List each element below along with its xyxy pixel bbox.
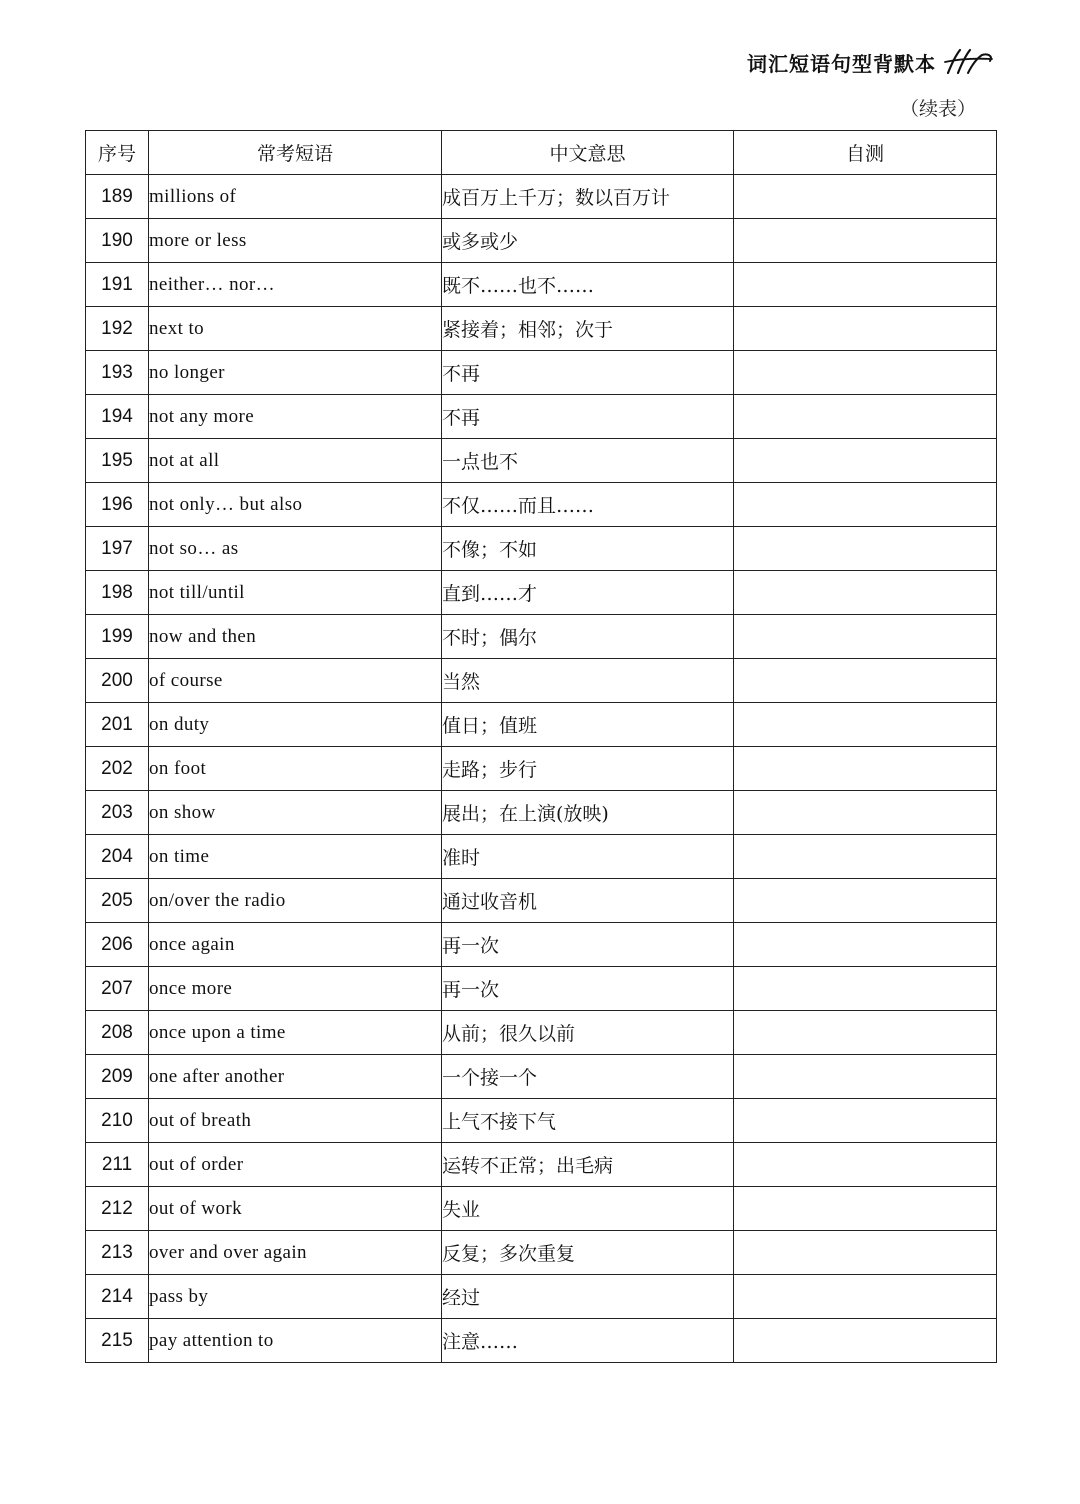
row-self-test-cell[interactable] bbox=[734, 967, 997, 1011]
row-self-test-cell[interactable] bbox=[734, 307, 997, 351]
row-number: 199 bbox=[86, 615, 149, 659]
row-phrase: next to bbox=[149, 307, 442, 351]
row-phrase: one after another bbox=[149, 1055, 442, 1099]
row-phrase: out of breath bbox=[149, 1099, 442, 1143]
row-number: 197 bbox=[86, 527, 149, 571]
row-self-test-cell[interactable] bbox=[734, 219, 997, 263]
table-row bbox=[86, 967, 997, 1011]
row-meaning: 不再 bbox=[442, 351, 734, 395]
row-number: 191 bbox=[86, 263, 149, 307]
row-self-test-cell[interactable] bbox=[734, 175, 997, 219]
table-row bbox=[86, 923, 997, 967]
row-phrase: millions of bbox=[149, 175, 442, 219]
row-phrase: pay attention to bbox=[149, 1319, 442, 1363]
row-phrase: out of order bbox=[149, 1143, 442, 1187]
row-self-test-cell[interactable] bbox=[734, 1187, 997, 1231]
row-number: 194 bbox=[86, 395, 149, 439]
row-meaning: 注意…… bbox=[442, 1319, 734, 1363]
row-phrase: once again bbox=[149, 923, 442, 967]
row-self-test-cell[interactable] bbox=[734, 659, 997, 703]
table-row bbox=[86, 747, 997, 791]
row-phrase: not so… as bbox=[149, 527, 442, 571]
row-phrase: on foot bbox=[149, 747, 442, 791]
row-number: 190 bbox=[86, 219, 149, 263]
row-phrase: not till/until bbox=[149, 571, 442, 615]
row-self-test-cell[interactable] bbox=[734, 263, 997, 307]
row-self-test-cell[interactable] bbox=[734, 923, 997, 967]
row-self-test-cell[interactable] bbox=[734, 1231, 997, 1275]
row-self-test-cell[interactable] bbox=[734, 395, 997, 439]
row-phrase: on duty bbox=[149, 703, 442, 747]
table-row bbox=[86, 879, 997, 923]
row-number: 192 bbox=[86, 307, 149, 351]
row-meaning: 当然 bbox=[442, 659, 734, 703]
row-meaning: 运转不正常；出毛病 bbox=[442, 1143, 734, 1187]
row-meaning: 不仅……而且…… bbox=[442, 483, 734, 527]
row-number: 207 bbox=[86, 967, 149, 1011]
row-meaning: 一个接一个 bbox=[442, 1055, 734, 1099]
row-meaning: 紧接着；相邻；次于 bbox=[442, 307, 734, 351]
row-phrase: of course bbox=[149, 659, 442, 703]
row-number: 198 bbox=[86, 571, 149, 615]
row-number: 209 bbox=[86, 1055, 149, 1099]
row-number: 193 bbox=[86, 351, 149, 395]
table-row bbox=[86, 571, 997, 615]
row-meaning: 不像；不如 bbox=[442, 527, 734, 571]
table-row bbox=[86, 703, 997, 747]
table-row bbox=[86, 659, 997, 703]
row-meaning: 再一次 bbox=[442, 923, 734, 967]
row-meaning: 不时；偶尔 bbox=[442, 615, 734, 659]
row-number: 196 bbox=[86, 483, 149, 527]
row-number: 213 bbox=[86, 1231, 149, 1275]
row-number: 195 bbox=[86, 439, 149, 483]
table-row bbox=[86, 307, 997, 351]
table-row bbox=[86, 835, 997, 879]
row-phrase: neither… nor… bbox=[149, 263, 442, 307]
row-phrase: not at all bbox=[149, 439, 442, 483]
row-meaning: 成百万上千万；数以百万计 bbox=[442, 175, 734, 219]
row-number: 208 bbox=[86, 1011, 149, 1055]
ht-logo-icon bbox=[942, 47, 996, 77]
row-number: 211 bbox=[86, 1143, 149, 1187]
header-title: 词汇短语句型背默本 bbox=[747, 51, 936, 76]
table-row bbox=[86, 483, 997, 527]
table-row bbox=[86, 1011, 997, 1055]
row-meaning: 一点也不 bbox=[442, 439, 734, 483]
header-number: 序号 bbox=[86, 131, 149, 175]
row-number: 215 bbox=[86, 1319, 149, 1363]
row-phrase: more or less bbox=[149, 219, 442, 263]
row-meaning: 上气不接下气 bbox=[442, 1099, 734, 1143]
row-number: 214 bbox=[86, 1275, 149, 1319]
row-self-test-cell[interactable] bbox=[734, 703, 997, 747]
row-self-test-cell[interactable] bbox=[734, 1275, 997, 1319]
row-self-test-cell[interactable] bbox=[734, 1055, 997, 1099]
row-meaning: 值日；值班 bbox=[442, 703, 734, 747]
row-meaning: 再一次 bbox=[442, 967, 734, 1011]
vocabulary-table bbox=[85, 130, 997, 1363]
row-number: 189 bbox=[86, 175, 149, 219]
row-number: 204 bbox=[86, 835, 149, 879]
table-row bbox=[86, 395, 997, 439]
row-phrase: once more bbox=[149, 967, 442, 1011]
row-self-test-cell[interactable] bbox=[734, 1319, 997, 1363]
row-self-test-cell[interactable] bbox=[734, 1011, 997, 1055]
table-body bbox=[86, 175, 997, 1363]
header-phrase: 常考短语 bbox=[149, 131, 442, 175]
row-self-test-cell[interactable] bbox=[734, 483, 997, 527]
row-phrase: on/over the radio bbox=[149, 879, 442, 923]
row-number: 205 bbox=[86, 879, 149, 923]
row-meaning: 通过收音机 bbox=[442, 879, 734, 923]
row-number: 202 bbox=[86, 747, 149, 791]
table-row bbox=[86, 1143, 997, 1187]
row-self-test-cell[interactable] bbox=[734, 615, 997, 659]
row-number: 203 bbox=[86, 791, 149, 835]
row-self-test-cell[interactable] bbox=[734, 351, 997, 395]
row-self-test-cell[interactable] bbox=[734, 527, 997, 571]
header-meaning: 中文意思 bbox=[442, 131, 734, 175]
table-row bbox=[86, 1275, 997, 1319]
table-row bbox=[86, 351, 997, 395]
row-phrase: on time bbox=[149, 835, 442, 879]
header-self-test: 自测 bbox=[734, 131, 997, 175]
row-number: 200 bbox=[86, 659, 149, 703]
row-self-test-cell[interactable] bbox=[734, 835, 997, 879]
table-row bbox=[86, 439, 997, 483]
row-meaning: 或多或少 bbox=[442, 219, 734, 263]
row-meaning: 准时 bbox=[442, 835, 734, 879]
row-phrase: on show bbox=[149, 791, 442, 835]
table-row bbox=[86, 1231, 997, 1275]
row-number: 206 bbox=[86, 923, 149, 967]
row-meaning: 从前；很久以前 bbox=[442, 1011, 734, 1055]
row-phrase: pass by bbox=[149, 1275, 442, 1319]
row-phrase: over and over again bbox=[149, 1231, 442, 1275]
table-row bbox=[86, 263, 997, 307]
row-phrase: not any more bbox=[149, 395, 442, 439]
row-phrase: not only… but also bbox=[149, 483, 442, 527]
table-header-row bbox=[86, 131, 997, 175]
table-row bbox=[86, 219, 997, 263]
row-meaning: 失业 bbox=[442, 1187, 734, 1231]
table-row bbox=[86, 527, 997, 571]
page-header bbox=[747, 44, 996, 80]
row-self-test-cell[interactable] bbox=[734, 1143, 997, 1187]
table-row bbox=[86, 1099, 997, 1143]
table-row bbox=[86, 1319, 997, 1363]
row-meaning: 走路；步行 bbox=[442, 747, 734, 791]
table-row bbox=[86, 1187, 997, 1231]
table-row bbox=[86, 175, 997, 219]
table-row bbox=[86, 615, 997, 659]
row-number: 210 bbox=[86, 1099, 149, 1143]
row-meaning: 展出；在上演(放映) bbox=[442, 791, 734, 835]
row-number: 212 bbox=[86, 1187, 149, 1231]
row-self-test-cell[interactable] bbox=[734, 879, 997, 923]
row-phrase: out of work bbox=[149, 1187, 442, 1231]
table-row bbox=[86, 1055, 997, 1099]
row-self-test-cell[interactable] bbox=[734, 1099, 997, 1143]
row-self-test-cell[interactable] bbox=[734, 439, 997, 483]
table-row bbox=[86, 791, 997, 835]
row-phrase: now and then bbox=[149, 615, 442, 659]
row-meaning: 既不……也不…… bbox=[442, 263, 734, 307]
row-meaning: 经过 bbox=[442, 1275, 734, 1319]
row-phrase: once upon a time bbox=[149, 1011, 442, 1055]
row-number: 201 bbox=[86, 703, 149, 747]
row-meaning: 反复；多次重复 bbox=[442, 1231, 734, 1275]
row-meaning: 不再 bbox=[442, 395, 734, 439]
row-phrase: no longer bbox=[149, 351, 442, 395]
row-self-test-cell[interactable] bbox=[734, 747, 997, 791]
row-self-test-cell[interactable] bbox=[734, 791, 997, 835]
continued-label: （续表） bbox=[899, 98, 976, 120]
row-self-test-cell[interactable] bbox=[734, 571, 997, 615]
row-meaning: 直到……才 bbox=[442, 571, 734, 615]
